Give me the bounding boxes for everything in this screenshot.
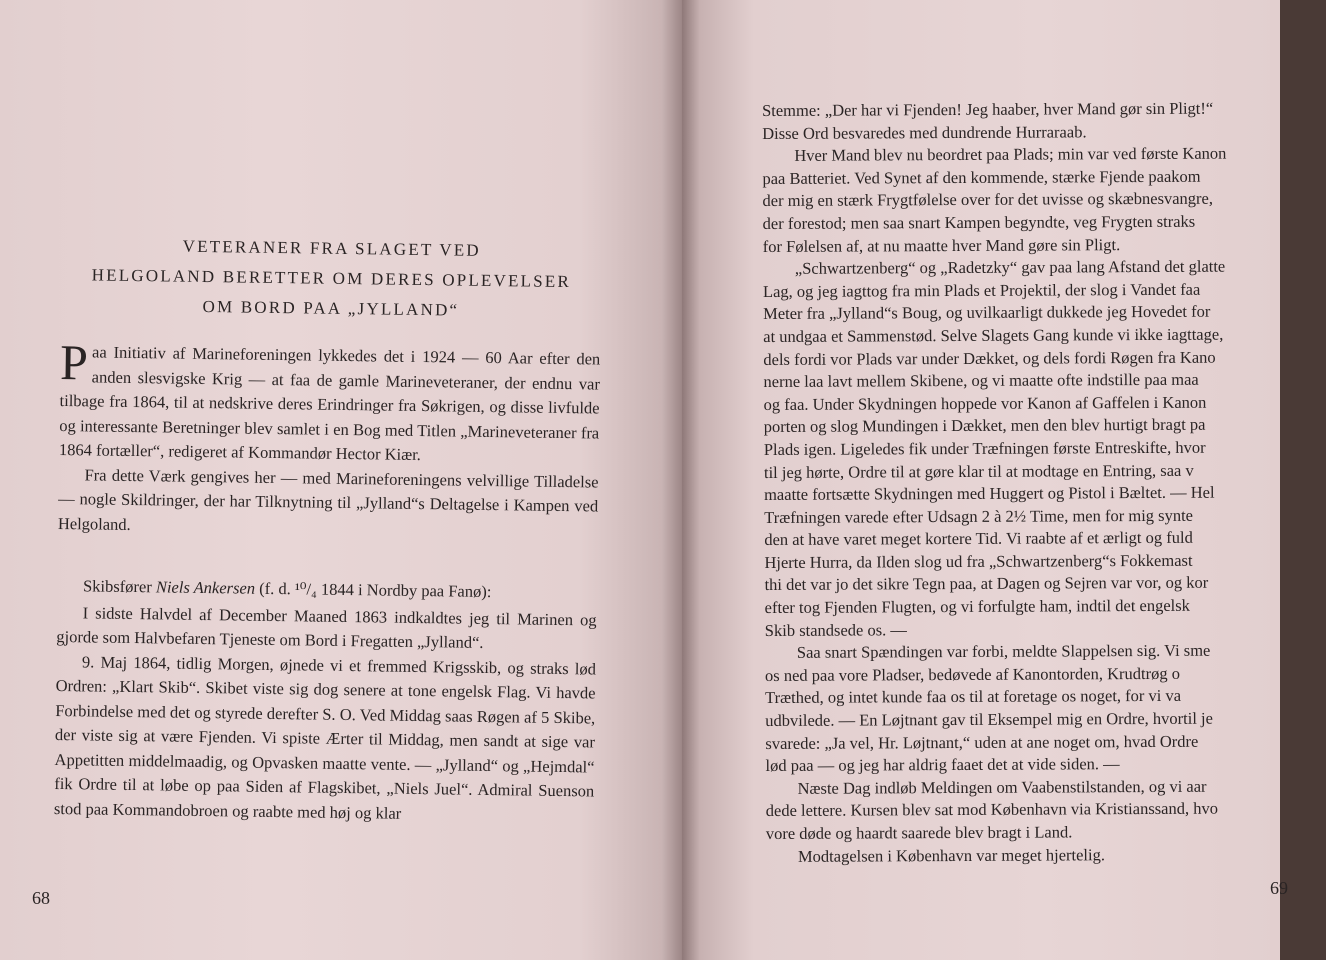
text-line: Disse Ord besvaredes med dundrende Hurraraab. — [762, 121, 1087, 143]
text-line: os ned paa vore Pladser, bedøvede af Kanontorden, Krudtrøg o — [764, 663, 1180, 685]
text-line: den at have varet meget kortere Tid. Vi raabte af et ærligt og fuld — [764, 528, 1193, 550]
page-number-left: 68 — [32, 888, 50, 908]
text-line: Plads igen. Ligeledes fik under Træfningen første Entreskifte, hvor — [763, 437, 1206, 459]
text-line: for Følelsen af, at nu maatte hver Mand gøre sin Pligt. — [762, 234, 1121, 256]
text-line: Skib standsede os. — — [764, 619, 907, 640]
text-line: Hver Mand blev nu beordret paa Plads; min var ved første Kanon — [794, 143, 1227, 166]
text-line: Træfningen varede efter Udsagn 2 à 2½ Time, men for mig synte — [764, 505, 1194, 527]
text-line: dede lettere. Kursen blev sat mod København via Kristianssand, hvo — [765, 799, 1219, 821]
heading-line: HELGOLAND BERETTER OM DERES OPLEVELSER — [91, 265, 572, 292]
text-line: der mig en stærk Frygtfølelse over for det uvisse og skæbnesvangre, — [762, 189, 1214, 211]
drop-cap: P — [59, 333, 89, 391]
intro-text: aa Initiativ af Marineforeningen lykkedes det i 1924 — 60 Aar efter den anden slesvigske Krig — at faa de gamle Marineveteraner, der endnu var tilbage fra 1864, til at nedskrive deres Erindringer fra Søkrigen, og disse livfulde og interessante Beretninger blev samlet i en Bog med Titlen „Marineveteraner fra 1864 fortæller“, redigeret af Kommandør Hector Kiær. — [58, 342, 601, 465]
chapter-heading — [61, 230, 602, 328]
text-line: nerne laa lavt mellem Skibene, og vi maatte ofte indstille paa maa — [763, 369, 1199, 392]
text-line: og faa. Under Skydningen hoppede vor Kanon af Gaffelen i Kanon — [763, 392, 1207, 414]
byline-prefix: Skibsfører — [82, 576, 157, 597]
text-line: der forestod; men saa snart Kampen begyndte, veg Frygten straks — [762, 211, 1196, 233]
text-line: porten og slog Mundingen i Dækket, men den blev hurtigt bragt pa — [763, 414, 1206, 437]
text-line: Modtagelsen i København var meget hjertelig. — [797, 844, 1106, 866]
text-line: Næste Dag indløb Meldingen om Vaabenstilstanden, og vi aar — [797, 776, 1207, 798]
text-line: Lag, og jeg iagttog fra min Plads et Projektil, der slog i Vandet faa — [762, 279, 1201, 301]
text-line: „Schwartzenberg“ og „Radetzky“ gav paa lang Afstand det glatte — [794, 256, 1226, 278]
text-line: Hjerte Hurra, da Ilden slog ud fra „Schwartzenberg“s Fokkemast — [764, 550, 1193, 572]
text-line: Stemme: „Der har vi Fjenden! Jeg haaber, hver Mand gør sin Pligt!“ — [762, 98, 1214, 120]
page-number-right: 69 — [1270, 878, 1288, 898]
byline-suffix: (f. d. ¹⁰/₄ 1844 i Nordby paa Fanø): — [254, 578, 492, 602]
byline-name: Niels Ankersen — [155, 577, 256, 598]
text-line: dels fordi vor Plads var under Dækket, og dels fordi Røgen fra Kano — [763, 347, 1216, 369]
text-line: udbvilede. — En Løjtnant gav til Eksempel mig en Ordre, hvortil je — [765, 708, 1213, 731]
text-line: at undgaa et Sammenstød. Selve Slagets Gang kunde vi ikke iagttage, — [763, 324, 1224, 346]
text-line: paa Batteriet. Ved Synet af den kommende, stærke Fjende paakom — [762, 166, 1201, 188]
text-line: lød paa — og jeg har aldrig faaet det at vide siden. — — [765, 754, 1120, 776]
intro-paragraph — [58, 333, 601, 470]
heading-line: VETERANER FRA SLAGET VED — [182, 236, 481, 260]
text-line: thi det var jo det sikre Tegn paa, at Dagen og Sejren var vor, og kor — [764, 573, 1209, 595]
body-paragraph: 9. Maj 1864, tidlig Morgen, øjnede vi et fremmed Krigsskib, og straks lød Ordren: „Klart Skib“. Skibet viste sig dog senere at tone engelsk Flag. Vi havde Forbindelse med det og styrede derefter S. O. Ved Middag saas Røgen af 5 Skibe, der viste sig at være Fjenden. Vi spiste Ærter til Middag, men sandt at sige var Appetitten middelmaadig, og Opvasken maatte vente. — „Jylland“ og „Hejmdal“ fik Ordre til at løbe op paa Siden af Flagskibet, „Niels Juel“. Admiral Suenson stod paa Kommandobroen og raabte med høj og klar — [53, 651, 597, 823]
text-line: svarede: „Ja vel, Hr. Løjtnant,“ uden at ane noget om, hvad Ordre — [765, 731, 1199, 753]
left-page-text — [54, 230, 602, 828]
intro-paragraph-2: Fra dette Værk gengives her — med Marineforeningens velvillige Tilladelse — nogle Skildringer, der har Tilknytning til „Jylland“s Deltagelse i Kampen ved Helgoland. — [57, 464, 599, 534]
text-line: Træthed, og intet kunde faa os til at foretage os noget, for vi va — [765, 686, 1182, 708]
body-paragraph: I sidste Halvdel af December Maaned 1863 indkaldtes jeg til Marinen og gjorde som Halvbefaren Tjeneste om Bord i Fregatten „Jylland“. — [56, 602, 597, 652]
right-page — [682, 0, 1288, 960]
text-line: vore døde og haardt saarede blev bragt i Land. — [765, 822, 1073, 843]
text-line: Saa snart Spændingen var forbi, meldte Slappelsen sig. Vi sme — [796, 640, 1211, 663]
text-line: maatte fortsætte Skydningen med Huggert og Pistol i Bæltet. — Hel — [764, 482, 1215, 505]
text-line: Meter fra „Jylland“s Boug, og uvilkaarligt dukkede jeg Hovedet for — [763, 301, 1211, 324]
right-page-text — [762, 97, 1326, 868]
text-line: efter tog Fjenden Flugten, og vi forfulgte ham, indtil det engelsk — [764, 595, 1190, 618]
heading-line: OM BORD PAA „JYLLAND“ — [202, 296, 460, 320]
text-line: til jeg hørte, Ordre til at gøre klar til at modtage en Entring, saa v — [763, 460, 1194, 482]
